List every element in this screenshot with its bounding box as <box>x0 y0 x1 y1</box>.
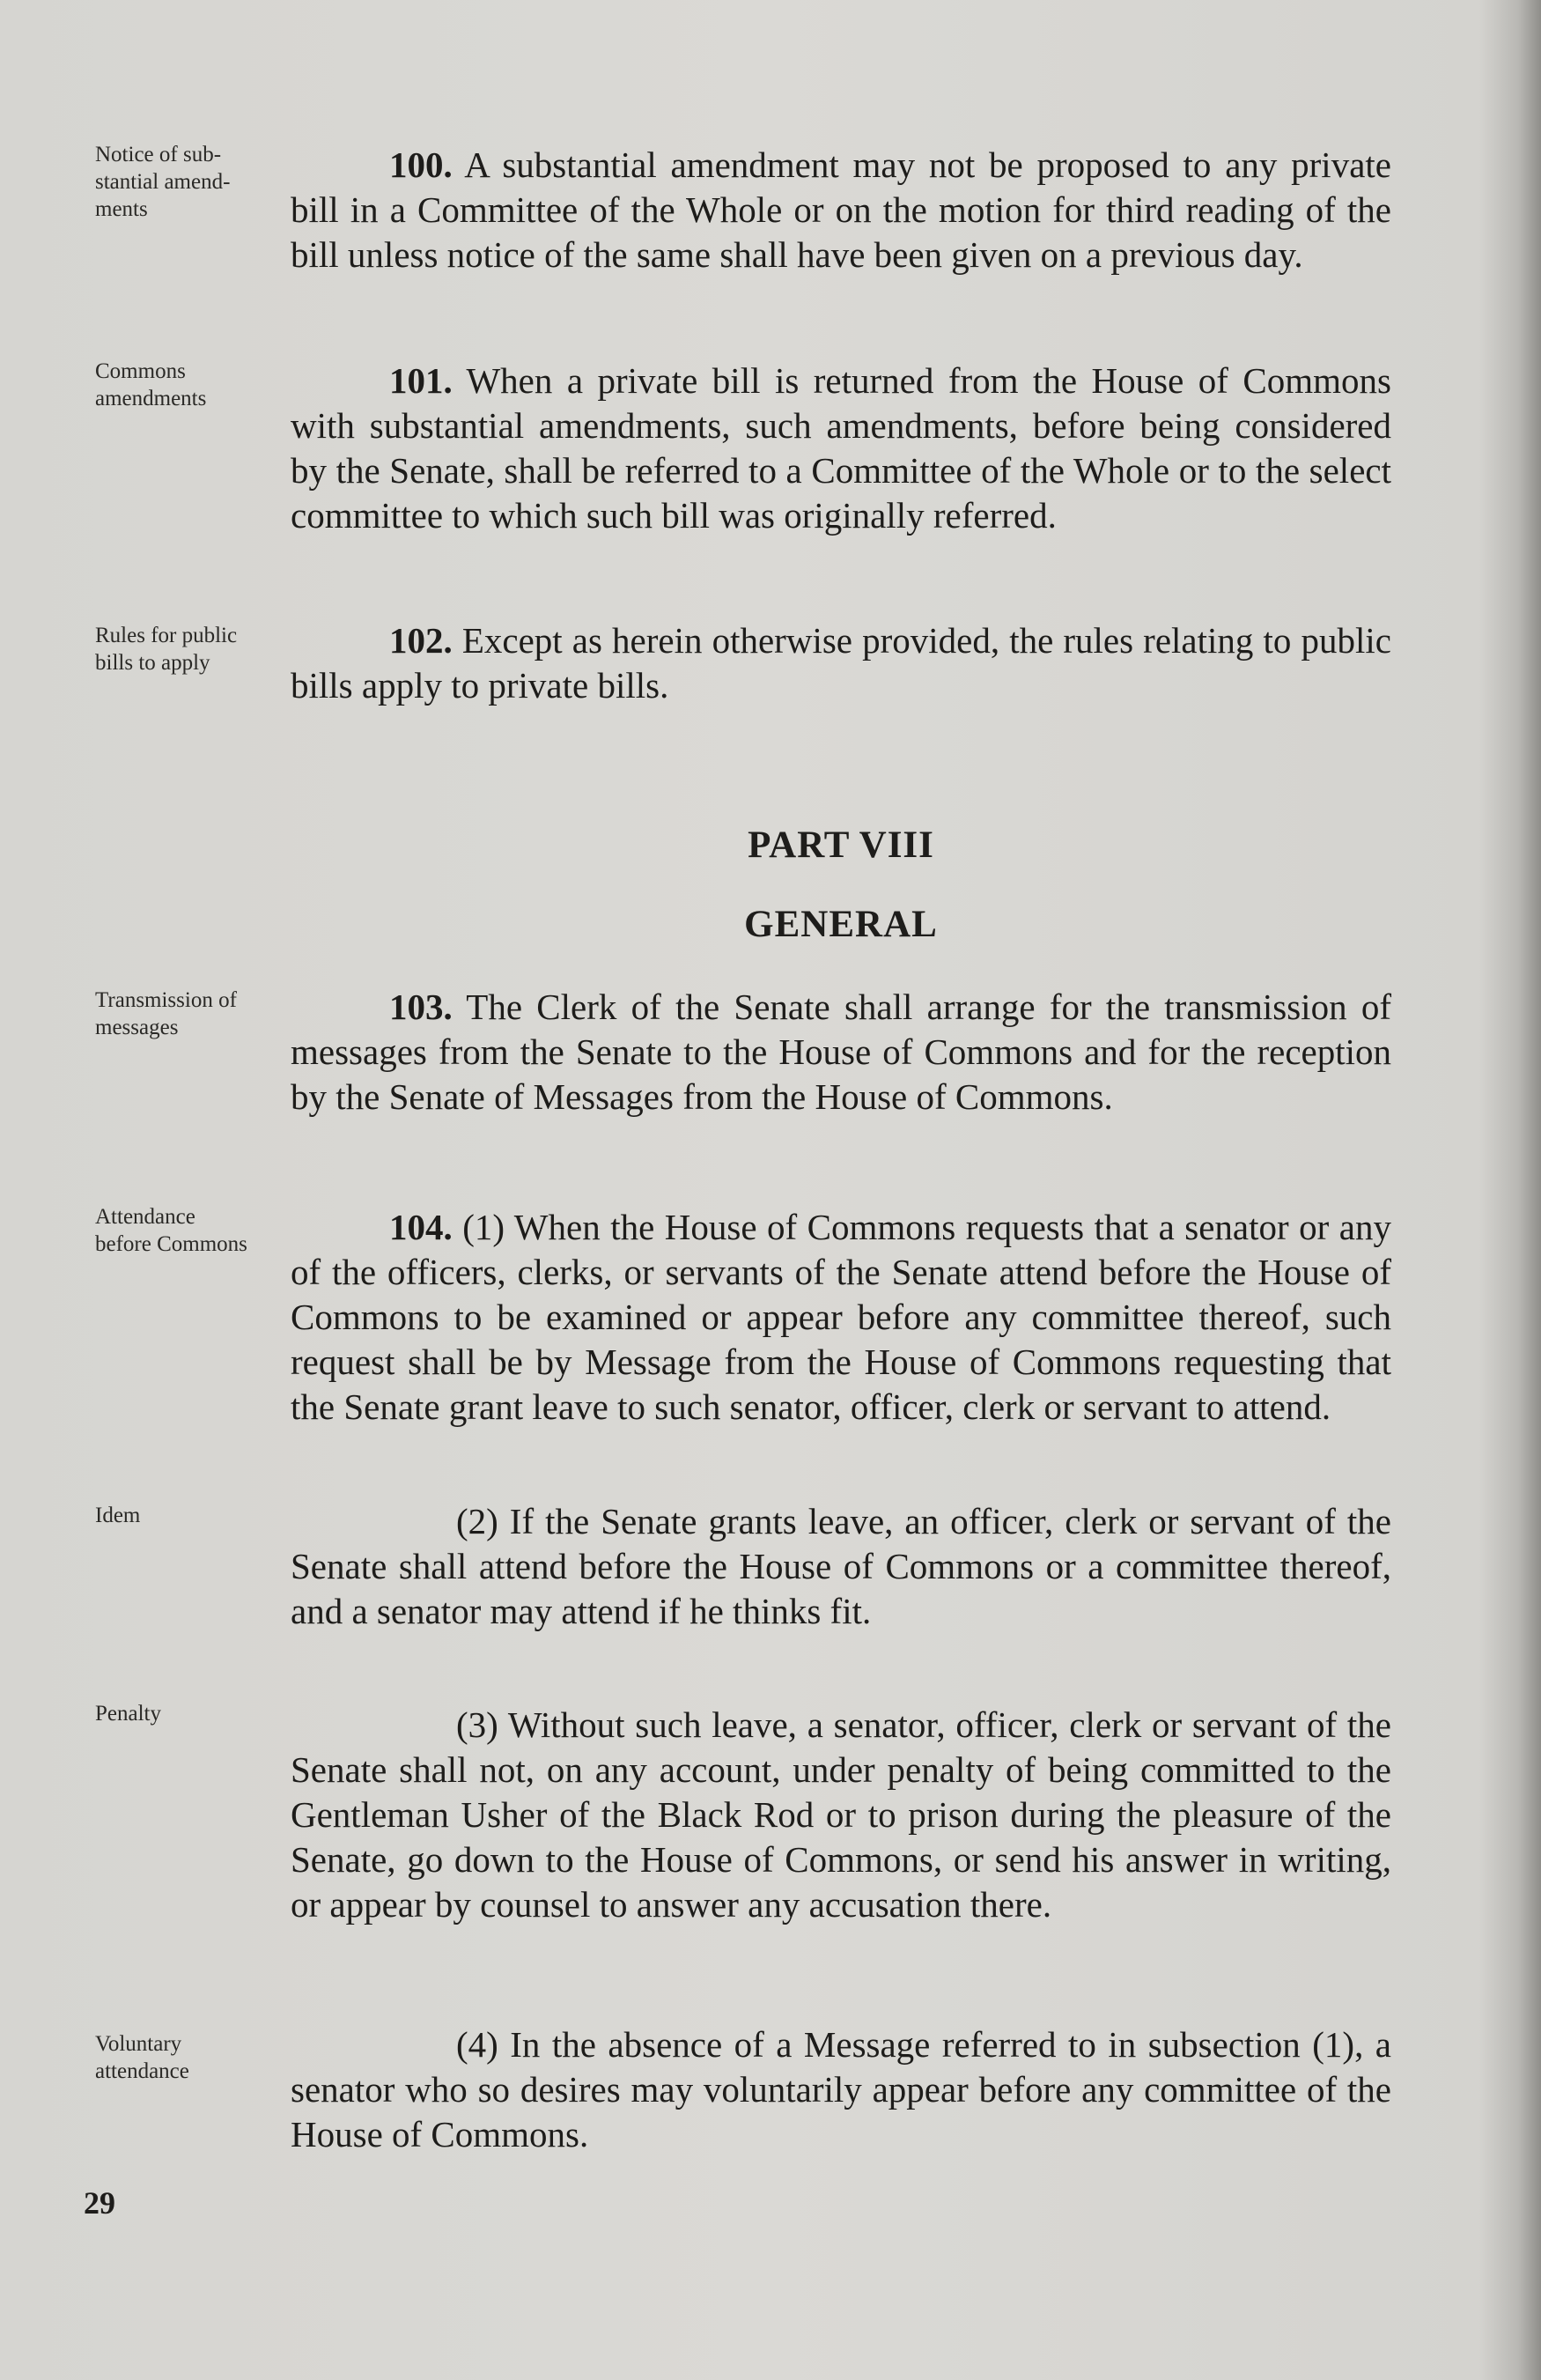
rule-104-1 <box>291 1205 1391 1430</box>
margin-note-idem: Idem <box>95 1504 141 1527</box>
margin-note-rules-for-public-bills: Rules for public bills to apply <box>95 624 238 675</box>
rule-text: (2) If the Senate grants leave, an officer, clerk or servant of the Senate shall attend before the House of Commons or a committee thereof, and a senator may attend if he thinks fit. <box>291 1501 1391 1631</box>
rule-101 <box>291 358 1391 538</box>
rule-104-2 <box>291 1499 1391 1634</box>
rule-text: When a private bill is returned from the House of Commons with substantial amendments, such amendments, before being considered by the Senate, shall be referred to a Committee of the Whole or to the select committee to which such bill was originally referred. <box>291 360 1391 536</box>
rule-number: 101. <box>389 360 453 401</box>
section-heading: GENERAL <box>744 904 938 945</box>
margin-note-attendance-before-commons: Attendance before Commons <box>95 1205 247 1256</box>
margin-note-notice-of-amendments: Notice of sub- stantial amend- ments <box>95 143 231 221</box>
rule-number: 103. <box>389 987 453 1027</box>
rule-text: A substantial amendment may not be proposed to any private bill in a Committee of the Whole or on the motion for third reading of the bill unless notice of the same shall have been given on a previous day. <box>291 144 1391 275</box>
rule-104-3 <box>291 1703 1391 1927</box>
rule-102 <box>291 618 1391 708</box>
rule-text: (3) Without such leave, a senator, officer, clerk or servant of the Senate shall not, on any account, under penalty of being committed to the Gentleman Usher of the Black Rod or to prison during the pleasure of the Senate, go down to the House of Commons, or send his answer in writing, or appear by counsel to answer any accusation there. <box>291 1704 1391 1925</box>
rule-103 <box>291 985 1391 1120</box>
rule-text: The Clerk of the Senate shall arrange for the transmission of messages from the Senate to the House of Commons and for the reception by the Senate of Messages from the House of Commons. <box>291 987 1391 1117</box>
page-number: 29 <box>84 2185 115 2221</box>
margin-note-commons-amendments: Commons amendments <box>95 359 207 410</box>
rule-number: 100. <box>389 144 453 185</box>
rule-100 <box>291 143 1391 277</box>
margin-note-voluntary-attendance: Voluntary attendance <box>95 2032 189 2083</box>
margin-note-transmission-of-messages: Transmission of messages <box>95 988 237 1039</box>
rule-text: (4) In the absence of a Message referred to in subsection (1), a senator who so desires may voluntarily appear before any committee of the House of Commons. <box>291 2024 1391 2155</box>
rule-number: 104. <box>389 1207 453 1247</box>
rule-text: (1) When the House of Commons requests that a senator or any of the officers, clerks, or servants of the Senate attend before the House of Commons to be examined or appear before any committee thereof, such request shall be by Message from the House of Commons requesting that the Senate grant leave to such senator, officer, clerk or servant to attend. <box>291 1207 1391 1427</box>
rule-104-4 <box>291 2022 1391 2157</box>
part-heading: PART VIII <box>748 824 934 866</box>
rule-text: Except as herein otherwise provided, the rules relating to public bills apply to private bills. <box>291 620 1391 706</box>
margin-note-penalty: Penalty <box>95 1702 161 1726</box>
rule-number: 102. <box>389 620 453 661</box>
